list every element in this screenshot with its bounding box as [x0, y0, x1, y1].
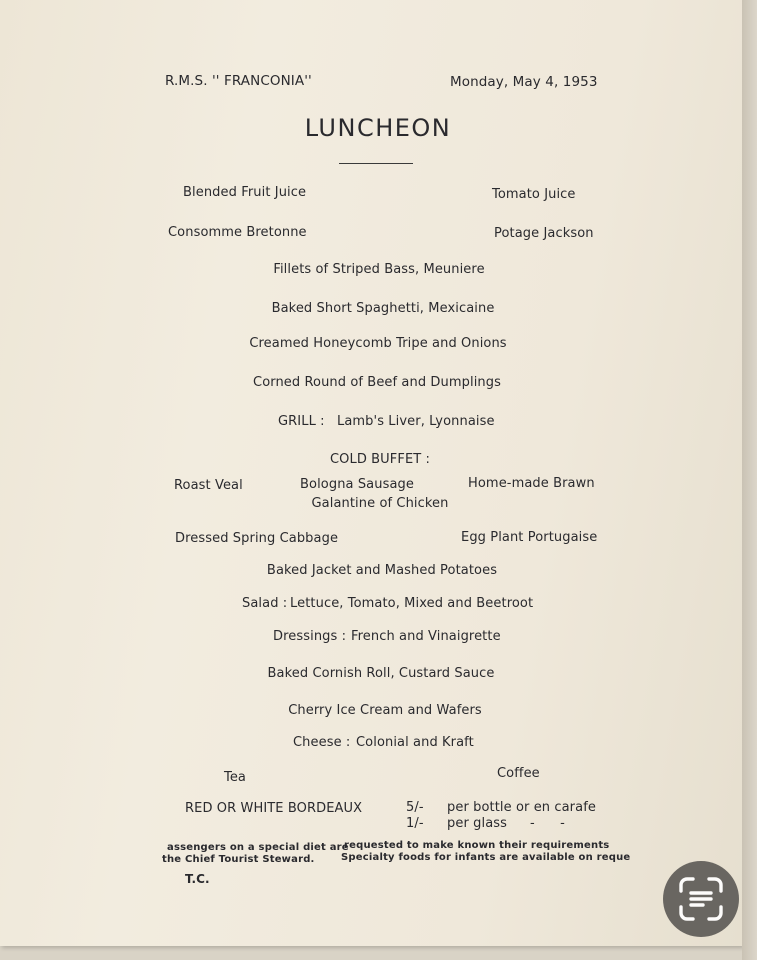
soup-left: Consomme Bretonne [168, 225, 307, 240]
vegetable-left: Dressed Spring Cabbage [175, 531, 339, 546]
diet-note-right-2: Specialty foods for infants are available on reque [341, 852, 631, 863]
ship-name: R.M.S. '' FRANCONIA'' [165, 73, 312, 89]
wine-desc-bottle: per bottle or en carafe [447, 800, 596, 815]
page-title: LUNCHEON [304, 114, 452, 142]
wine-price-bottle: 5/- [406, 800, 424, 815]
vegetable-right: Egg Plant Portugaise [461, 530, 598, 545]
tea: Tea [224, 770, 246, 785]
title-divider [339, 163, 413, 164]
tripe-course: Creamed Honeycomb Tripe and Onions [249, 336, 507, 351]
coffee: Coffee [497, 766, 540, 781]
page-edge [742, 0, 757, 960]
dressings-label: Dressings : [273, 629, 347, 644]
diet-note-right-1: requested to make known their requirements [344, 840, 610, 851]
beef-course: Corned Round of Beef and Dumplings [253, 375, 501, 390]
dessert-roll: Baked Cornish Roll, Custard Sauce [267, 666, 495, 681]
juice-left: Blended Fruit Juice [183, 185, 307, 200]
juice-right: Tomato Juice [492, 187, 576, 202]
cheese-items: Colonial and Kraft [356, 735, 474, 750]
initials: T.C. [185, 872, 210, 886]
potatoes: Baked Jacket and Mashed Potatoes [266, 563, 498, 578]
dressings-items: French and Vinaigrette [351, 629, 501, 644]
scan-text-icon [663, 861, 739, 937]
diet-note-left-1: assengers on a special diet are [167, 842, 349, 853]
wine-name: RED OR WHITE BORDEAUX [185, 801, 363, 816]
buffet-center-top: Bologna Sausage [300, 477, 414, 492]
soup-right: Potage Jackson [494, 226, 594, 241]
buffet-center-bottom: Galantine of Chicken [311, 496, 449, 511]
menu-date: Monday, May 4, 1953 [450, 74, 598, 90]
wine-price-glass: 1/- [406, 816, 424, 831]
diet-note-left-2: the Chief Tourist Steward. [162, 854, 315, 865]
pasta-course: Baked Short Spaghetti, Mexicaine [271, 301, 495, 316]
salad-items: Lettuce, Tomato, Mixed and Beetroot [290, 596, 534, 611]
fish-course: Fillets of Striped Bass, Meuniere [273, 262, 485, 277]
cheese-label: Cheese : [293, 735, 351, 750]
cold-buffet-heading: COLD BUFFET : [329, 452, 431, 467]
wine-dashes: - - [530, 816, 565, 831]
grill-item: Lamb's Liver, Lyonnaise [337, 414, 495, 429]
lens-button[interactable] [663, 861, 739, 937]
salad-label: Salad : [242, 596, 288, 611]
buffet-right: Home-made Brawn [468, 476, 595, 491]
buffet-left: Roast Veal [174, 478, 243, 493]
dessert-ice-cream: Cherry Ice Cream and Wafers [288, 703, 482, 718]
wine-desc-glass: per glass [447, 816, 508, 831]
grill-label: GRILL : [278, 414, 325, 429]
